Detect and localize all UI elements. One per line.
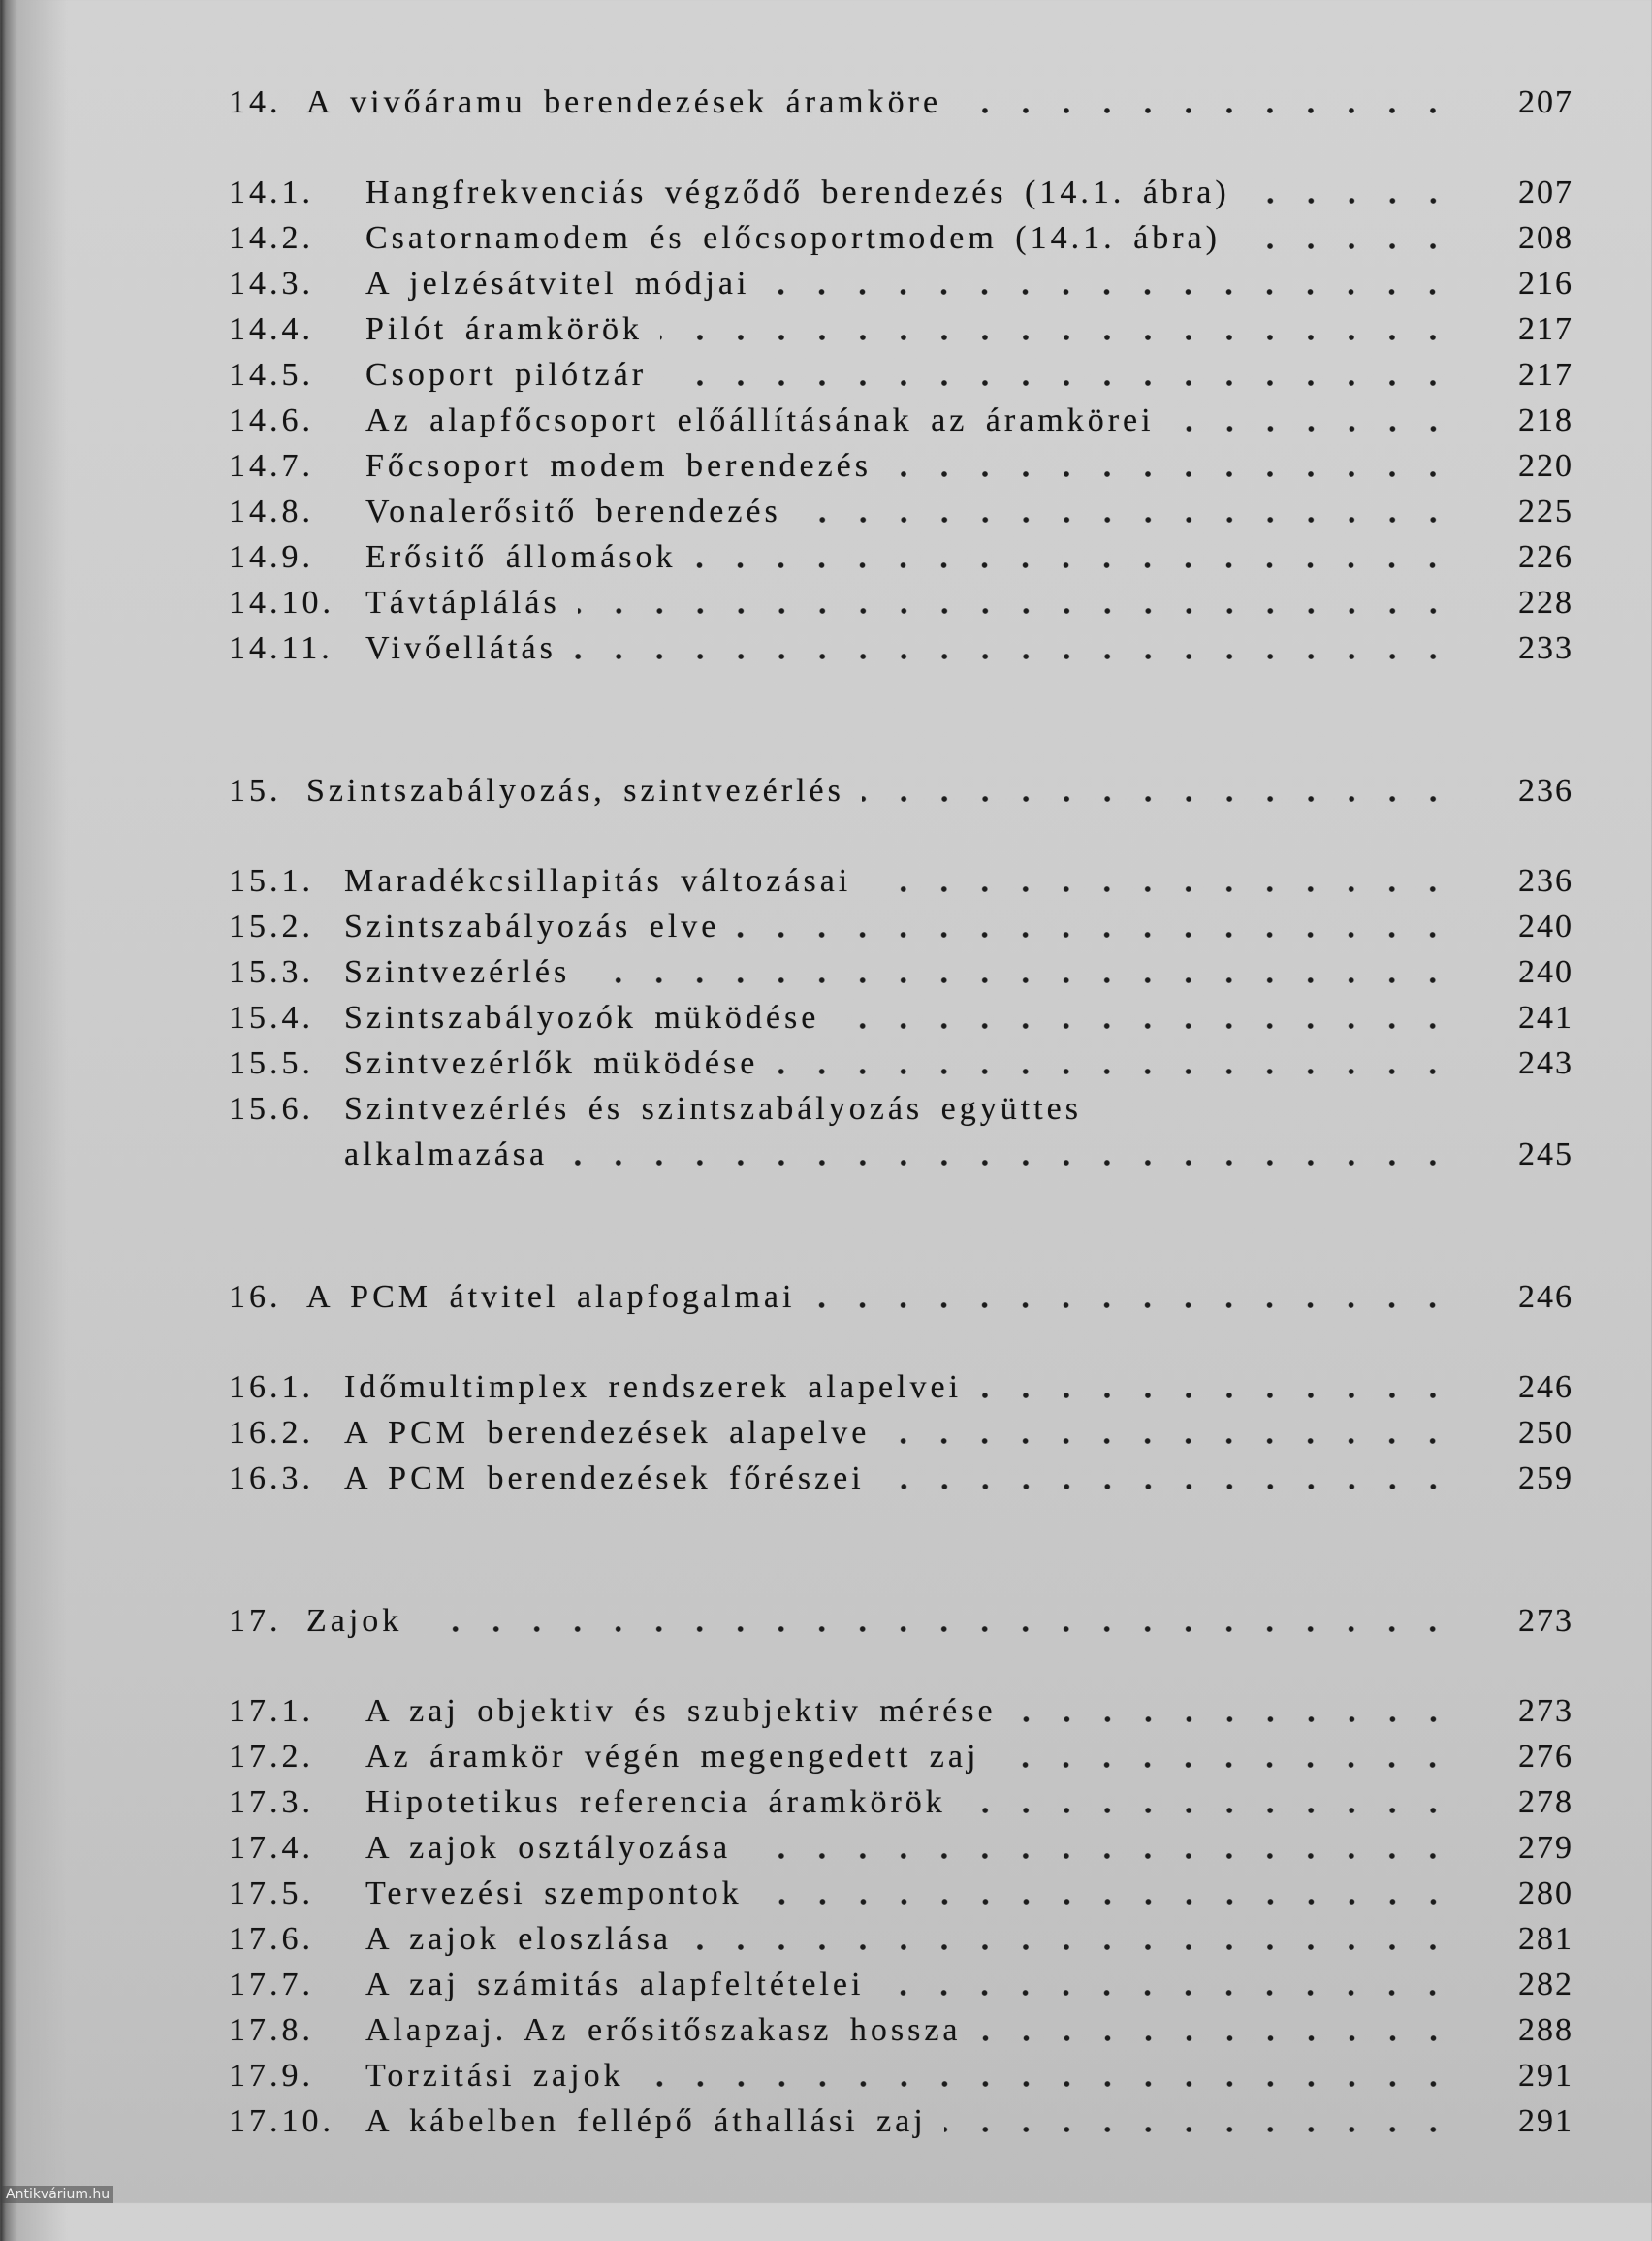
entry-page: 243: [1518, 1044, 1573, 1081]
entry-title: Távtáplálás: [365, 584, 560, 621]
entry-title: Szintvezérlők müködése: [344, 1044, 759, 1081]
entry-title: A zajok eloszlása: [365, 1920, 673, 1957]
toc-entry-continuation: [0, 1132, 1652, 1177]
entry-title: A PCM berendezések alapelve: [344, 1414, 871, 1451]
entry-number: 15.5.: [229, 1044, 314, 1081]
chapter-title: Szintszabályozás, szintvezérlés: [306, 772, 844, 809]
dot-leader: [660, 306, 1453, 352]
entry-title: Pilót áramkörök: [365, 310, 644, 347]
entry-number: 17.2.: [229, 1738, 314, 1775]
entry-number: 15.6.: [229, 1090, 314, 1127]
toc-entry: [0, 352, 1652, 398]
chapter-page: 207: [1518, 83, 1573, 120]
dot-leader: [1238, 215, 1453, 261]
entry-page: 220: [1518, 447, 1573, 484]
dot-leader: [1172, 398, 1453, 443]
entry-title: Torzitási zajok: [365, 2057, 624, 2094]
toc-entry: [0, 170, 1652, 215]
toc-entry: [0, 2007, 1652, 2053]
dot-leader: [767, 261, 1453, 306]
chapter-number: 14.: [229, 83, 282, 120]
entry-number: 15.2.: [229, 908, 314, 944]
dot-leader: [881, 1962, 1453, 2007]
entry-title: Az alapfőcsoport előállításának az áramkörei: [365, 401, 1155, 438]
entry-page: 225: [1518, 493, 1573, 529]
dot-leader: [889, 443, 1453, 489]
entry-page: 233: [1518, 629, 1573, 666]
entry-number: 17.4.: [229, 1829, 314, 1866]
entry-title: Hangfrekvenciás végződő berendezés (14.1. ábra): [365, 174, 1230, 210]
entry-number: 14.4.: [229, 310, 314, 347]
dot-leader: [882, 1456, 1453, 1501]
entry-page: 208: [1518, 219, 1573, 256]
entry-number: 15.3.: [229, 953, 314, 990]
dot-leader: [578, 580, 1453, 625]
entry-title: A jelzésátvitel módjai: [365, 265, 750, 302]
dot-leader: [776, 1040, 1453, 1086]
toc-entry: [0, 398, 1652, 443]
entry-title: Az áramkör végén megengedett zaj: [365, 1738, 980, 1775]
dot-leader: [997, 1734, 1453, 1779]
entry-title: Szintvezérlés és szintszabályozás együttes: [344, 1090, 1082, 1127]
entry-page: 276: [1518, 1738, 1573, 1775]
entry-number: 15.4.: [229, 999, 314, 1036]
toc-entry: [0, 1086, 1652, 1132]
toc-entry: [0, 1688, 1652, 1734]
entry-number: 16.1.: [229, 1368, 314, 1405]
toc-entry: [0, 625, 1652, 671]
toc-section-17: [0, 1598, 1652, 2144]
entry-number: 14.6.: [229, 401, 314, 438]
entry-number: 14.9.: [229, 538, 314, 575]
toc-entry: [0, 2053, 1652, 2098]
watermark: Antikvárium.hu: [2, 2186, 113, 2203]
entry-page: 288: [1518, 2011, 1573, 2048]
toc-entry: [0, 489, 1652, 534]
entry-page: 217: [1518, 310, 1573, 347]
entry-title: Vonalerősitő berendezés: [365, 493, 781, 529]
entry-title: A PCM berendezések főrészei: [344, 1459, 865, 1496]
entry-number: 17.8.: [229, 2011, 314, 2048]
entry-page: 278: [1518, 1783, 1573, 1820]
entry-page: 273: [1518, 1692, 1573, 1729]
chapter-title: A vivőáramu berendezések áramköre: [306, 83, 942, 120]
entry-page: 245: [1518, 1136, 1573, 1172]
table-of-contents: [0, 80, 1652, 2241]
toc-entry: [0, 534, 1652, 580]
toc-entry: [0, 1916, 1652, 1962]
toc-section-16: [0, 1274, 1652, 1501]
toc-entry: [0, 1825, 1652, 1871]
entry-title-continuation: alkalmazása: [344, 1136, 549, 1172]
entry-page: 246: [1518, 1368, 1573, 1405]
dot-leader: [812, 1274, 1453, 1320]
dot-leader: [420, 1598, 1453, 1644]
entry-number: 17.10.: [229, 2102, 334, 2139]
chapter-page: 273: [1518, 1602, 1573, 1639]
chapter-title: A PCM átvitel alapfogalmai: [306, 1278, 796, 1315]
entry-page: 250: [1518, 1414, 1573, 1451]
chapter-heading: [0, 768, 1652, 814]
dot-leader: [944, 2098, 1453, 2144]
toc-entry: [0, 215, 1652, 261]
toc-entry: [0, 858, 1652, 904]
dot-leader: [837, 995, 1453, 1040]
entry-title: A zajok osztályozása: [365, 1829, 732, 1866]
entry-number: 14.11.: [229, 629, 334, 666]
toc-entry: [0, 1962, 1652, 2007]
dot-leader: [574, 625, 1453, 671]
chapter-heading: [0, 1598, 1652, 1644]
entry-title: Főcsoport modem berendezés: [365, 447, 872, 484]
entry-title: A zaj objektiv és szubjektiv mérése: [365, 1692, 997, 1729]
dot-leader: [979, 1364, 1453, 1410]
dot-leader: [588, 949, 1453, 995]
entry-title: Tervezési szempontok: [365, 1874, 743, 1911]
entry-number: 14.8.: [229, 493, 314, 529]
dot-leader: [979, 2007, 1454, 2053]
entry-page: 240: [1518, 953, 1573, 990]
entry-number: 16.3.: [229, 1459, 314, 1496]
entry-number: 15.1.: [229, 862, 314, 899]
entry-page: 259: [1518, 1459, 1573, 1496]
chapter-page: 236: [1518, 772, 1573, 809]
toc-entry: [0, 1040, 1652, 1086]
entry-title: Szintvezérlés: [344, 953, 571, 990]
dot-leader: [760, 1871, 1453, 1916]
toc-entry: [0, 580, 1652, 625]
entry-page: 217: [1518, 356, 1573, 393]
entry-title: A kábelben fellépő áthallási zaj: [365, 2102, 927, 2139]
entry-title: Erősitő állomások: [365, 538, 677, 575]
entry-page: 207: [1518, 174, 1573, 210]
toc-entry: [0, 1779, 1652, 1825]
entry-number: 17.3.: [229, 1783, 314, 1820]
entry-title: Csoport pilótzár: [365, 356, 648, 393]
toc-entry: [0, 306, 1652, 352]
dot-leader: [862, 768, 1453, 814]
dot-leader: [689, 1916, 1453, 1962]
toc-entry: [0, 1734, 1652, 1779]
toc-entry: [0, 1456, 1652, 1501]
entry-number: 17.5.: [229, 1874, 314, 1911]
entry-title: Alapzaj. Az erősitőszakasz hossza: [365, 2011, 962, 2048]
toc-entry: [0, 949, 1652, 995]
chapter-heading: [0, 80, 1652, 125]
entry-page: 281: [1518, 1920, 1573, 1957]
toc-entry: [0, 904, 1652, 949]
toc-entry: [0, 1871, 1652, 1916]
chapter-page: 246: [1518, 1278, 1573, 1315]
entry-number: 17.7.: [229, 1966, 314, 2002]
entry-title: Maradékcsillapitás változásai: [344, 862, 852, 899]
dot-leader: [737, 904, 1453, 949]
entry-title: Szintszabályozás elve: [344, 908, 720, 944]
toc-entry: [0, 1410, 1652, 1456]
entry-number: 14.5.: [229, 356, 314, 393]
dot-leader: [565, 1132, 1453, 1177]
dot-leader: [959, 80, 1453, 125]
dot-leader: [1248, 170, 1453, 215]
entry-title: Vivőellátás: [365, 629, 556, 666]
entry-title: Időmultimplex rendszerek alapelvei: [344, 1368, 963, 1405]
entry-number: 17.9.: [229, 2057, 314, 2094]
toc-entry: [0, 1364, 1652, 1410]
entry-title: Szintszabályozók müködése: [344, 999, 820, 1036]
entry-title: A zaj számitás alapfeltételei: [365, 1966, 865, 2002]
toc-section-14: [0, 80, 1652, 671]
entry-number: 17.6.: [229, 1920, 314, 1957]
dot-leader: [693, 534, 1453, 580]
entry-number: 14.7.: [229, 447, 314, 484]
entry-page: 282: [1518, 1966, 1573, 2002]
entry-number: 14.3.: [229, 265, 314, 302]
dot-leader: [748, 1825, 1453, 1871]
entry-page: 218: [1518, 401, 1573, 438]
dot-leader: [869, 858, 1453, 904]
entry-number: 14.1.: [229, 174, 314, 210]
entry-page: 280: [1518, 1874, 1573, 1911]
dot-leader: [664, 352, 1453, 398]
chapter-number: 17.: [229, 1602, 282, 1639]
chapter-title: Zajok: [306, 1602, 403, 1639]
dot-leader: [799, 489, 1453, 534]
toc-entry: [0, 443, 1652, 489]
entry-page: 291: [1518, 2102, 1573, 2139]
entry-number: 14.10.: [229, 584, 334, 621]
entry-page: 240: [1518, 908, 1573, 944]
entry-number: 17.1.: [229, 1692, 314, 1729]
toc-entry: [0, 2098, 1652, 2144]
toc-entry: [0, 261, 1652, 306]
entry-page: 226: [1518, 538, 1573, 575]
entry-page: 291: [1518, 2057, 1573, 2094]
dot-leader: [1014, 1688, 1453, 1734]
dot-leader: [887, 1410, 1453, 1456]
dot-leader: [642, 2053, 1453, 2098]
chapter-heading: [0, 1274, 1652, 1320]
entry-number: 14.2.: [229, 219, 314, 256]
entry-number: 16.2.: [229, 1414, 314, 1451]
entry-page: 236: [1518, 862, 1573, 899]
entry-page: 279: [1518, 1829, 1573, 1866]
entry-title: Hipotetikus referencia áramkörök: [365, 1783, 946, 1820]
chapter-number: 16.: [229, 1278, 282, 1315]
toc-entry: [0, 995, 1652, 1040]
entry-page: 241: [1518, 999, 1573, 1036]
entry-page: 228: [1518, 584, 1573, 621]
toc-section-15: [0, 768, 1652, 1177]
chapter-number: 15.: [229, 772, 282, 809]
entry-page: 216: [1518, 265, 1573, 302]
dot-leader: [964, 1779, 1453, 1825]
entry-title: Csatornamodem és előcsoportmodem (14.1. ábra): [365, 219, 1221, 256]
